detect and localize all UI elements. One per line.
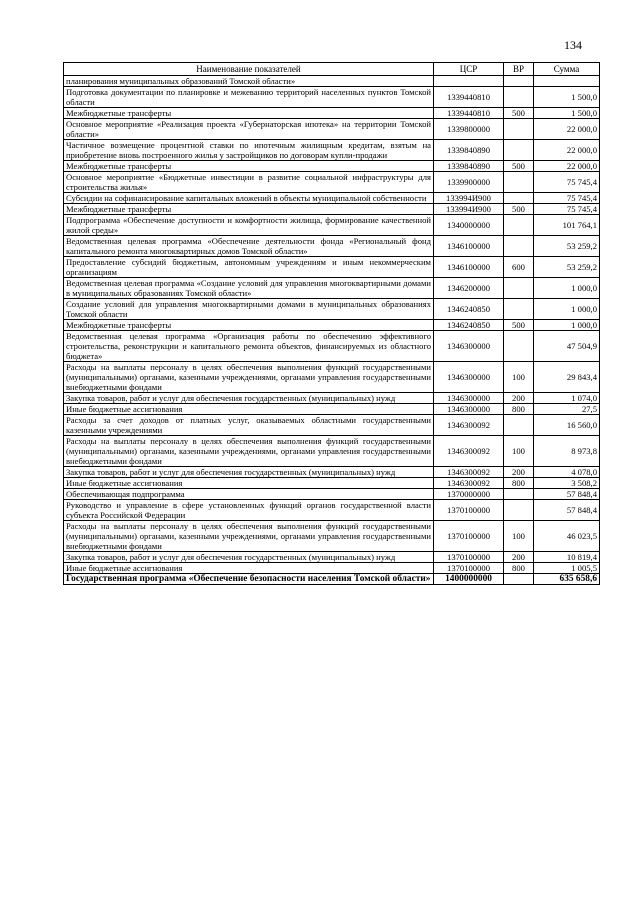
table-row (64, 404, 600, 415)
row-sum: 27,5 (534, 404, 600, 415)
table-row (64, 362, 600, 393)
row-vr: 800 (504, 478, 534, 489)
row-sum: 22 000,0 (534, 161, 600, 172)
row-name: Закупка товаров, работ и услуг для обеспечения государственных (муниципальных) нужд (64, 552, 434, 563)
row-csr: 1346300000 (434, 404, 504, 415)
row-sum: 75 745,4 (534, 172, 600, 193)
row-vr: 200 (504, 393, 534, 404)
header-csr: ЦСР (434, 63, 504, 76)
row-sum: 75 745,4 (534, 193, 600, 204)
row-csr: 1346100000 (434, 236, 504, 257)
row-vr (504, 415, 534, 436)
row-vr: 200 (504, 552, 534, 563)
row-sum: 635 658,6 (534, 574, 600, 585)
row-name: Частичное возмещение процентной ставки по ипотечным жилищным кредитам, взятым на приобретение вновь построенного жилья у застройщиков по договорам купли-продажи (64, 140, 434, 161)
row-sum: 1 500,0 (534, 87, 600, 108)
row-csr: 1370100000 (434, 563, 504, 574)
row-name: Руководство и управление в сфере установленных функций органов государственной власти субъекта Российской Федерации (64, 500, 434, 521)
row-csr: 1339440810 (434, 108, 504, 119)
row-sum: 1 000,0 (534, 320, 600, 331)
row-csr: 1346200000 (434, 278, 504, 299)
table-body (64, 76, 600, 585)
table-row (64, 489, 600, 500)
row-vr: 500 (504, 161, 534, 172)
row-name: Основное мероприятие «Бюджетные инвестиции в развитие социальной инфраструктуры для строительства жилья» (64, 172, 434, 193)
row-vr (504, 215, 534, 236)
row-vr: 200 (504, 467, 534, 478)
row-csr: 1346300000 (434, 362, 504, 393)
row-vr (504, 331, 534, 362)
row-sum: 53 259,2 (534, 257, 600, 278)
row-sum (534, 76, 600, 87)
table-row (64, 236, 600, 257)
row-csr: 133994И900 (434, 193, 504, 204)
row-vr: 100 (504, 521, 534, 552)
row-name: Расходы за счет доходов от платных услуг, оказываемых областными государственными казенными учреждениями (64, 415, 434, 436)
row-csr: 1346300092 (434, 436, 504, 467)
row-csr (434, 76, 504, 87)
row-sum: 57 848,4 (534, 500, 600, 521)
row-vr: 800 (504, 563, 534, 574)
row-sum: 3 508,2 (534, 478, 600, 489)
row-vr (504, 87, 534, 108)
row-sum: 10 819,4 (534, 552, 600, 563)
table-row (64, 552, 600, 563)
table-row (64, 574, 600, 585)
row-name: Создание условий для управления многоквартирными домами в муниципальных образованиях Томской области (64, 299, 434, 320)
table-header-row (64, 63, 600, 76)
row-csr: 1346300092 (434, 467, 504, 478)
row-csr: 1339900000 (434, 172, 504, 193)
row-csr: 1339800000 (434, 119, 504, 140)
row-vr (504, 299, 534, 320)
row-name: Закупка товаров, работ и услуг для обеспечения государственных (муниципальных) нужд (64, 467, 434, 478)
row-csr: 1340000000 (434, 215, 504, 236)
row-csr: 1339840890 (434, 140, 504, 161)
row-name: Расходы на выплаты персоналу в целях обеспечения выполнения функций государственными (муниципальными) органами, казенными учреждениями, органами управления государственными внебюджетными фондами (64, 436, 434, 467)
row-sum: 29 843,4 (534, 362, 600, 393)
row-vr: 500 (504, 320, 534, 331)
row-vr (504, 489, 534, 500)
row-name: Ведомственная целевая программа «Обеспечение деятельности фонда «Региональный фонд капитального ремонта многоквартирных домов Томской области» (64, 236, 434, 257)
row-name: Межбюджетные трансферты (64, 320, 434, 331)
table-row (64, 76, 600, 87)
row-vr: 100 (504, 362, 534, 393)
row-csr: 1346100000 (434, 257, 504, 278)
row-name: Ведомственная целевая программа «Организация работы по обеспечению эффективного строительства, реконструкции и капитального ремонта объектов, финансируемых из областного бюджета» (64, 331, 434, 362)
row-vr (504, 236, 534, 257)
table-row (64, 521, 600, 552)
row-sum: 47 504,9 (534, 331, 600, 362)
table-row (64, 393, 600, 404)
header-name: Наименование показателей (64, 63, 434, 76)
row-csr: 1346300092 (434, 478, 504, 489)
row-name: Иные бюджетные ассигнования (64, 478, 434, 489)
table-row (64, 331, 600, 362)
row-csr: 1400000000 (434, 574, 504, 585)
row-vr (504, 278, 534, 299)
row-name: планирования муниципальных образований Томской области» (64, 76, 434, 87)
header-vr: ВР (504, 63, 534, 76)
table-row (64, 478, 600, 489)
row-name: Иные бюджетные ассигнования (64, 563, 434, 574)
table-row (64, 204, 600, 215)
row-vr: 600 (504, 257, 534, 278)
row-name: Обеспечивающая подпрограмма (64, 489, 434, 500)
page-number: 134 (564, 38, 582, 52)
row-vr: 100 (504, 436, 534, 467)
row-name: Предоставление субсидий бюджетным, автономным учреждениям и иным некоммерческим организациям (64, 257, 434, 278)
table-row (64, 215, 600, 236)
row-sum: 4 078,0 (534, 467, 600, 478)
table-row (64, 257, 600, 278)
row-vr (504, 500, 534, 521)
table-row (64, 320, 600, 331)
row-vr: 500 (504, 204, 534, 215)
table-row (64, 87, 600, 108)
table-row (64, 299, 600, 320)
table-row (64, 415, 600, 436)
row-csr: 133994И900 (434, 204, 504, 215)
row-name: Ведомственная целевая программа «Создание условий для управления многоквартирными домами в муниципальных образованиях Томской области» (64, 278, 434, 299)
row-vr (504, 172, 534, 193)
table-row (64, 500, 600, 521)
row-csr: 1370100000 (434, 500, 504, 521)
row-sum: 53 259,2 (534, 236, 600, 257)
header-sum: Сумма (534, 63, 600, 76)
table-row (64, 161, 600, 172)
row-name: Закупка товаров, работ и услуг для обеспечения государственных (муниципальных) нужд (64, 393, 434, 404)
row-sum: 1 074,0 (534, 393, 600, 404)
row-vr (504, 574, 534, 585)
row-vr (504, 193, 534, 204)
row-sum: 75 745,4 (534, 204, 600, 215)
row-vr: 500 (504, 108, 534, 119)
row-sum: 22 000,0 (534, 140, 600, 161)
row-name: Подготовка документации по планировке и межеванию территорий населенных пунктов Томской области (64, 87, 434, 108)
row-name: Основное мероприятие «Реализация проекта «Губернаторская ипотека» на территории Томской области» (64, 119, 434, 140)
row-sum: 46 023,5 (534, 521, 600, 552)
row-csr: 1370000000 (434, 489, 504, 500)
row-csr: 1370100000 (434, 521, 504, 552)
row-name: Иные бюджетные ассигнования (64, 404, 434, 415)
row-sum: 101 764,1 (534, 215, 600, 236)
table-row (64, 278, 600, 299)
row-sum: 8 973,8 (534, 436, 600, 467)
row-csr: 1339840890 (434, 161, 504, 172)
table-row (64, 436, 600, 467)
table-row (64, 467, 600, 478)
table-row (64, 108, 600, 119)
row-sum: 1 000,0 (534, 278, 600, 299)
row-sum: 1 500,0 (534, 108, 600, 119)
row-csr: 1346240850 (434, 320, 504, 331)
row-vr: 800 (504, 404, 534, 415)
row-sum: 1 000,0 (534, 299, 600, 320)
row-sum: 57 848,4 (534, 489, 600, 500)
row-name: Межбюджетные трансферты (64, 108, 434, 119)
row-csr: 1339440810 (434, 87, 504, 108)
budget-table (63, 62, 600, 585)
row-csr: 1346300000 (434, 331, 504, 362)
row-name: Субсидии на софинансирование капитальных вложений в объекты муниципальной собственности (64, 193, 434, 204)
row-name: Расходы на выплаты персоналу в целях обеспечения выполнения функций государственными (муниципальными) органами, казенными учреждениями, органами управления государственными внебюджетными фондами (64, 362, 434, 393)
row-name: Межбюджетные трансферты (64, 161, 434, 172)
row-name: Расходы на выплаты персоналу в целях обеспечения выполнения функций государственными (муниципальными) органами, казенными учреждениями, органами управления государственными внебюджетными фондами (64, 521, 434, 552)
row-vr (504, 119, 534, 140)
table-row (64, 563, 600, 574)
table-row (64, 193, 600, 204)
row-name: Подпрограмма «Обеспечение доступности и комфортности жилища, формирование качественной жилой среды» (64, 215, 434, 236)
row-sum: 22 000,0 (534, 119, 600, 140)
table-row (64, 119, 600, 140)
row-sum: 1 005,5 (534, 563, 600, 574)
row-csr: 1346240850 (434, 299, 504, 320)
row-vr (504, 76, 534, 87)
row-csr: 1346300000 (434, 393, 504, 404)
table-row (64, 140, 600, 161)
row-csr: 1370100000 (434, 552, 504, 563)
row-vr (504, 140, 534, 161)
row-name: Межбюджетные трансферты (64, 204, 434, 215)
row-name: Государственная программа «Обеспечение безопасности населения Томской области» (64, 574, 434, 585)
table-row (64, 172, 600, 193)
row-sum: 16 560,0 (534, 415, 600, 436)
row-csr: 1346300092 (434, 415, 504, 436)
